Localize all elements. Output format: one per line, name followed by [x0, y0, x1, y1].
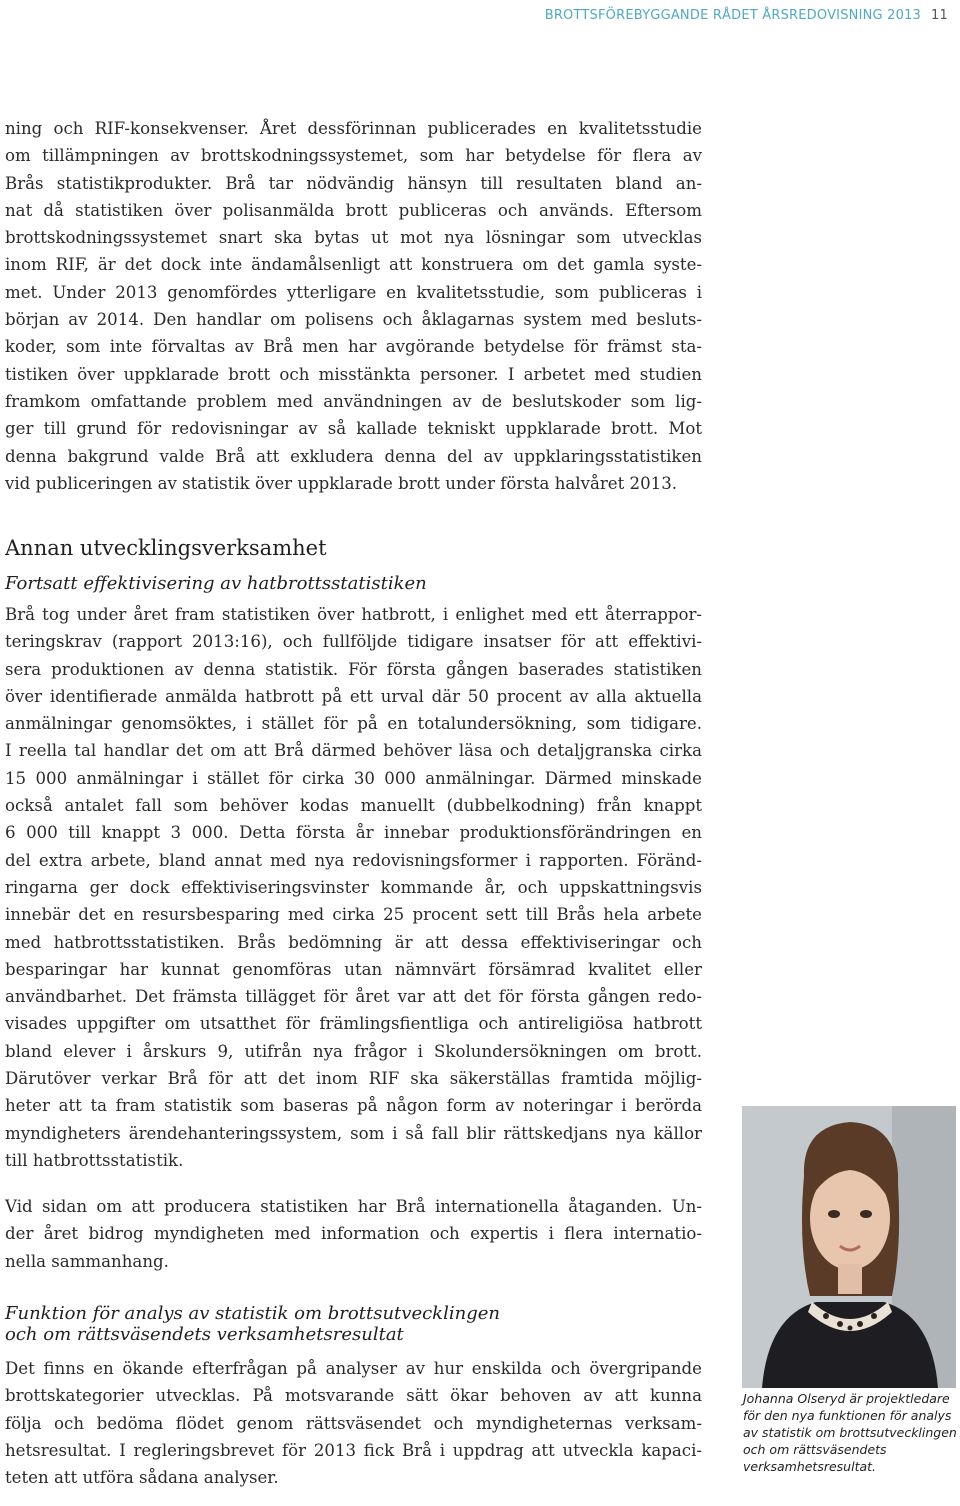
text-line: sera produktionen av denna statistik. För första gången baserades statistiken: [5, 659, 702, 679]
text-line: met. Under 2013 genomfördes ytterligare en kvalitetsstudie, som publiceras i: [5, 282, 702, 302]
text-line: bland elever i årskurs 9, utifrån nya frågor i Skolundersökningen om brott.: [5, 1041, 702, 1061]
text-line: början av 2014. Den handlar om polisens och åklagarnas system med besluts-: [5, 310, 702, 330]
text-line: nat då statistiken över polisanmälda brott publiceras och används. Eftersom: [5, 200, 702, 220]
text-line: del extra arbete, bland annat med nya redovisningsformer i rapporten. Föränd-: [5, 850, 702, 870]
text-line: der året bidrog myndigheten med information och expertis i flera internatio-: [5, 1224, 702, 1244]
text-line: tistiken över uppklarade brott och misstänkta personer. I arbetet med studien: [5, 364, 702, 384]
text-line: om tillämpningen av brottskodningssystemet, som har betydelse för flera av: [5, 146, 702, 166]
text-line: I reella tal handlar det om att Brå därmed behöver läsa och detaljgranska cirka: [5, 741, 702, 761]
text-line: Brå tog under året fram statistiken över hatbrott, i enlighet med ett återrappor-: [5, 605, 702, 624]
text-line: brottskategorier utvecklas. På motsvarande sätt ökar behoven av att kunna: [5, 1386, 702, 1406]
subheading-line: Funktion för analys av statistik om brottsutvecklingen: [5, 1303, 500, 1324]
text-line: besparingar har kunnat genomföras utan nämnvärt försämrad kvalitet eller: [5, 959, 702, 979]
text-line: brottskodningssystemet snart ska bytas ut mot nya lösningar som utvecklas: [5, 228, 702, 248]
text-line: visades uppgifter om utsatthet för främlingsfientliga och antireligiösa hatbrott: [5, 1014, 702, 1034]
text-line: ringarna ger dock effektiviseringsvinster kommande år, och uppskattningsvis: [5, 877, 702, 897]
portrait-illustration: [742, 1106, 956, 1388]
text-line: också antalet fall som behöver kodas manuellt (dubbelkodning) från knappt: [5, 796, 702, 816]
text-line: följa och bedöma flödet genom rättsväsendet och myndigheternas verksam-: [5, 1413, 702, 1433]
text-line: användbarhet. Det främsta tillägget för året var att det för första gången redo-: [5, 987, 702, 1007]
text-line: över identifierade anmälda hatbrott på ett urval där 50 procent av alla aktuella: [5, 686, 702, 706]
text-line: myndigheters ärendehanteringssystem, som i så fall blir rättskedjans nya källor: [5, 1123, 702, 1143]
text-line: till hatbrottsstatistik.: [5, 1150, 184, 1170]
page-number: 11: [931, 8, 948, 23]
text-line: ger till grund för redovisningar av så kallade tekniskt uppklarade brott. Mot: [5, 419, 702, 439]
subheading-hatbrott: Fortsatt effektivisering av hatbrottsstatistiken: [5, 573, 427, 594]
paragraph-rif: [5, 115, 702, 497]
text-line: 15 000 anmälningar i stället för cirka 30 000 anmälningar. Därmed minskade: [5, 768, 702, 788]
text-line: 6 000 till knappt 3 000. Detta första år innebar produktionsförändringen en: [5, 823, 702, 843]
text-line: nella sammanhang.: [5, 1251, 169, 1271]
text-line: teringskrav (rapport 2013:16), och fullföljde tidigare insatser för att effektivi-: [5, 632, 702, 652]
text-line: inom RIF, är det dock inte ändamålsenligt att konstruera om det gamla syste-: [5, 255, 702, 275]
text-line: Därutöver verkar Brå för att det inom RIF ska säkerställas framtida möjlig-: [5, 1069, 702, 1089]
paragraph-hatbrott: [5, 601, 702, 1174]
text-line: heter att ta fram statistik som baseras på någon form av noteringar i berörda: [5, 1096, 702, 1116]
subheading-analysfunktion: [5, 1303, 500, 1345]
text-line: framkom omfattande problem med användningen av de beslutskoder som lig-: [5, 391, 702, 411]
running-header: [545, 8, 948, 23]
text-line: Det finns en ökande efterfrågan på analyser av hur enskilda och övergripande: [5, 1359, 702, 1378]
photo-caption: Johanna Olseryd är projektledare för den nya funktionen för analys av statistik om brottsutvecklingen och om rättsväsendets verksamhetsresultat.: [743, 1391, 957, 1474]
text-line: anmälningar genomsöktes, i stället för på en totalundersökning, som tidigare.: [5, 714, 702, 734]
text-line: vid publiceringen av statistik över uppklarade brott under första halvåret 2013.: [5, 473, 678, 493]
paragraph-international: [5, 1193, 702, 1275]
running-title: BROTTSFÖREBYGGANDE RÅDET ÅRSREDOVISNING 2013: [544, 8, 922, 23]
text-line: med hatbrottsstatistiken. Brås bedömning är att dessa effektiviseringar och: [5, 932, 702, 952]
subheading-line: och om rättsväsendets verksamhetsresultat: [5, 1324, 404, 1345]
text-line: ning och RIF-konsekvenser. Året dessförinnan publicerades en kvalitetsstudie: [5, 119, 702, 138]
text-line: Vid sidan om att producera statistiken har Brå internationella åtaganden. Un-: [5, 1197, 702, 1216]
portrait-photo: [742, 1106, 956, 1388]
paragraph-analys: [5, 1355, 702, 1491]
text-line: innebär det en resursbesparing med cirka 25 procent sett till Brås hela arbete: [5, 905, 702, 925]
section-title: Annan utvecklingsverksamhet: [5, 536, 327, 560]
text-line: koder, som inte förvaltas av Brå men har avgörande betydelse för främst sta-: [5, 337, 702, 357]
text-line: hetsresultat. I regleringsbrevet för 2013 fick Brå i uppdrag att utveckla kapaci-: [5, 1440, 702, 1460]
text-line: denna bakgrund valde Brå att exkludera denna del av uppklaringsstatistiken: [5, 446, 702, 466]
text-line: Brås statistikprodukter. Brå tar nödvändig hänsyn till resultaten bland an-: [5, 173, 702, 193]
text-line: teten att utföra sådana analyser.: [5, 1468, 279, 1488]
